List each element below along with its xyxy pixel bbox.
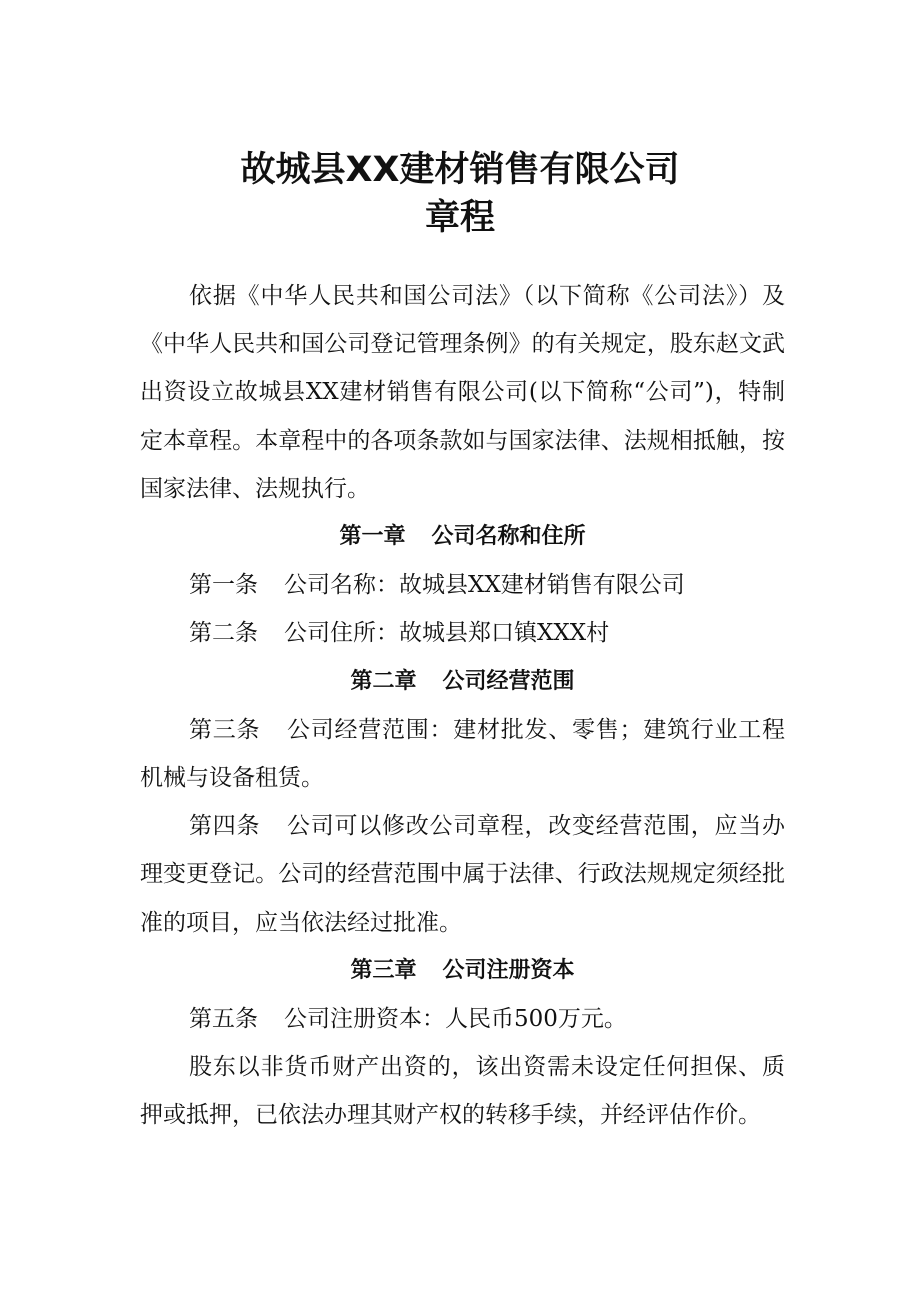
chapter-heading-3	[140, 947, 785, 995]
article-label: 第二条	[189, 620, 258, 647]
article-5	[140, 995, 785, 1043]
chapter-number: 第二章	[350, 668, 417, 694]
chapter-heading-1	[140, 513, 785, 561]
document-subtitle: 章程	[424, 198, 495, 238]
article-1	[140, 561, 785, 609]
article-label: 第一条	[189, 572, 258, 599]
article-text: 公司经营范围：建材批发、零售；建筑行业工程机械与设备租赁。	[140, 716, 785, 792]
document-title: 故城县XX建材销售有限公司	[240, 150, 680, 190]
article-3	[140, 706, 785, 802]
chapter-number: 第一章	[339, 524, 406, 550]
article-text: 公司名称：故城县XX建材销售有限公司	[284, 572, 685, 599]
chapter-name: 公司名称和住所	[431, 524, 586, 550]
article-label: 第四条	[189, 813, 261, 840]
chapter-name: 公司注册资本	[442, 957, 575, 983]
article-text: 公司住所：故城县郑口镇XXX村	[284, 620, 610, 647]
chapter-number: 第三章	[350, 957, 417, 983]
chapter-name: 公司经营范围	[442, 668, 575, 694]
article-4	[140, 802, 785, 947]
article-label: 第三条	[189, 716, 261, 743]
document-body	[140, 272, 785, 1140]
article-2	[140, 609, 785, 657]
capital-contribution-paragraph: 股东以非货币财产出资的，该出资需未设定任何担保、质押或抵押，已依法办理其财产权的转移手续，并经评估作价。	[140, 1054, 785, 1129]
article-text: 公司可以修改公司章程，改变经营范围，应当办理变更登记。公司的经营范围中属于法律、行政法规规定须经批准的项目，应当依法经过批准。	[140, 813, 785, 936]
article-text: 公司注册资本：人民币500万元。	[284, 1006, 627, 1033]
intro-paragraph: 依据《中华人民共和国公司法》（以下简称《公司法》）及《中华人民共和国公司登记管理条例》的有关规定，股东赵文武出资设立故城县XX建材销售有限公司(以下简称“公司”)，特制定本章程。本章程中的各项条款如与国家法律、法规相抵触，按国家法律、法规执行。	[140, 283, 785, 502]
article-label: 第五条	[189, 1006, 258, 1033]
chapter-heading-2	[140, 658, 785, 706]
